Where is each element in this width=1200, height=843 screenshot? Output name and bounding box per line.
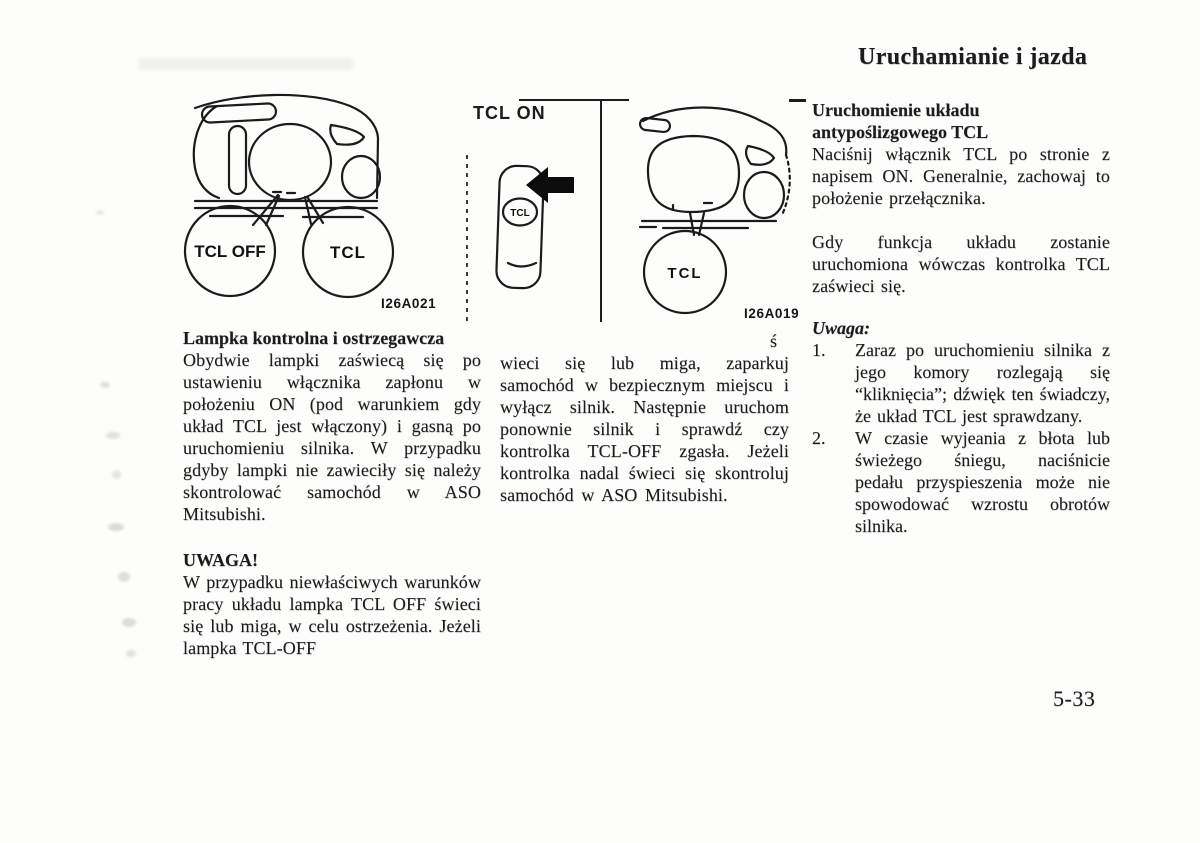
- switch-button-label: TCL: [510, 208, 530, 219]
- tcl-switch-figure: [486, 160, 591, 300]
- scan-noise: [106, 432, 120, 439]
- arrow-left-icon: [526, 167, 574, 203]
- note-text: W czasie wyjeania z błota lub świeżego śniegu, naciśnicie pedału przyspieszenia może nie spowodować wzrostu obrotów silnika.: [855, 428, 1110, 536]
- scan-noise: [108, 523, 124, 531]
- dashboard-drawing-left: [145, 80, 480, 325]
- note-number: 2.: [812, 428, 826, 448]
- scan-noise: [96, 210, 104, 215]
- note-text: Zaraz po uruchomieniu silnika z jego komory rozlegają się “kliknięcia”; dźwięk ten świadczy, że układ TCL jest sprawdzany.: [855, 340, 1110, 426]
- page-title: Uruchamianie i jazda: [858, 44, 1088, 70]
- right-column-paragraph2: Gdy funkcja układu zostanie uruchomiona wówczas kontrolka TCL zaświeci się.: [812, 232, 1110, 296]
- scan-noise: [126, 650, 136, 657]
- left-column-paragraph: Obydwie lampki zaświecą się po ustawieniu włącznika zapłonu w położeniu ON (pod warunkiem gdy układ TCL jest włączony) i gasną po uruchomieniu silnika. W przypadku gdyby lampki nie zawieciły się należy skontrolować samochód w ASO Mitsubishi.: [183, 350, 481, 524]
- note-item-1: [812, 339, 1110, 427]
- note-number: 1.: [812, 340, 826, 360]
- callout-tcl-label-right: TCL: [667, 265, 703, 282]
- figure-divider-top: [519, 99, 629, 101]
- figure-caption-left: I26A021: [381, 296, 437, 311]
- spacer: [812, 209, 1110, 231]
- right-column-heading-line1: Uruchomienie układu: [812, 100, 980, 120]
- scan-noise: [112, 470, 121, 479]
- scan-noise: [118, 572, 130, 582]
- middle-column: [500, 330, 789, 506]
- dashboard-figure-left: [145, 80, 480, 325]
- callout-tcl-off-label: TCL OFF: [194, 242, 266, 261]
- hanging-character: ś: [769, 331, 777, 351]
- scan-smudge: [138, 58, 353, 70]
- figure-caption-right: I26A019: [744, 306, 800, 321]
- warning-heading: UWAGA!: [183, 550, 258, 570]
- dashboard-drawing-right: [628, 95, 808, 335]
- tcl-switch-drawing: [486, 160, 591, 300]
- callout-tcl-label: TCL: [329, 243, 367, 262]
- scan-noise: [122, 618, 136, 627]
- dashboard-figure-right: [628, 95, 808, 335]
- note-label: Uwaga:: [812, 318, 870, 338]
- left-column: [183, 327, 481, 659]
- scan-noise: [100, 382, 110, 388]
- left-column-heading: Lampka kontrolna i ostrzegawcza: [183, 328, 445, 348]
- right-column-heading-line2: antypoślizgowego TCL: [812, 122, 989, 142]
- middle-column-paragraph: wieci się lub miga, zaparkuj samochód w bezpiecznym miejscu i wyłącz silnik. Następnie uruchom ponownie silnik i sprawdź czy kontrolka TCL-OFF zgasła. Jeżeli kontrolka nadal świeci się skontroluj samochód w ASO Mitsubishi.: [500, 353, 789, 505]
- figure-divider-vertical: [600, 100, 602, 322]
- note-item-2: [812, 427, 1110, 537]
- right-column-paragraph1: Naciśnij włącznik TCL po stronie z napisem ON. Generalnie, zachowaj to położenie przełącznika.: [812, 144, 1110, 208]
- page-number: 5-33: [1053, 686, 1096, 711]
- tcl-on-label: TCL ON: [473, 103, 546, 123]
- warning-paragraph: W przypadku niewłaściwych warunków pracy układu lampka TCL OFF świeci się lub miga, w celu ostrzeżenia. Jeżeli lampka TCL-OFF: [183, 572, 481, 658]
- right-column: [812, 99, 1110, 537]
